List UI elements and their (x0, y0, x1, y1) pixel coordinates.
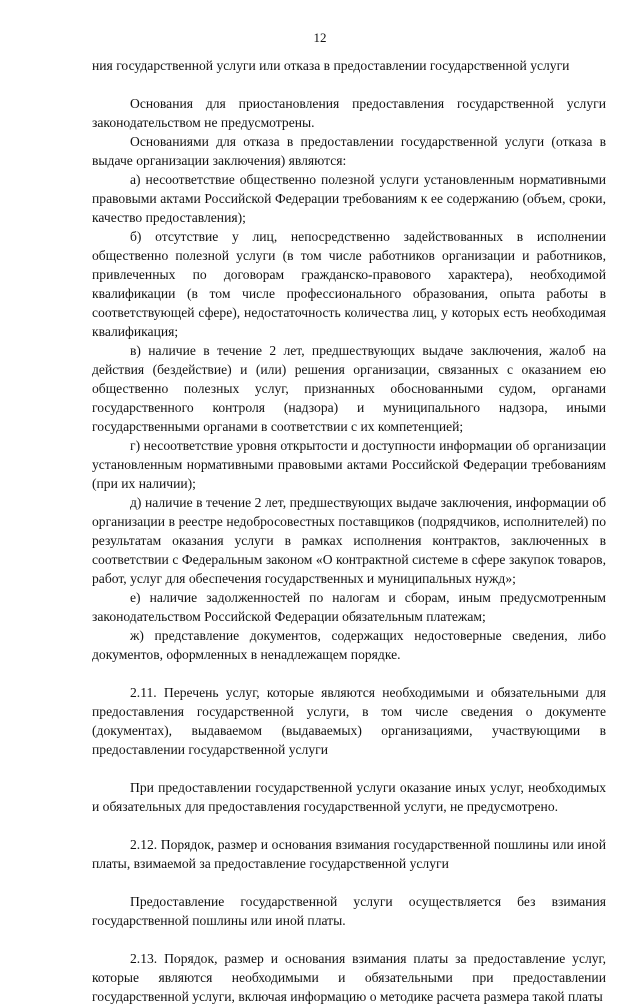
paragraph-additional-services: При предоставлении государственной услуги оказание иных услуг, необходимых и обязательных для предоставления государственной услуги, не предусмотрено. (92, 780, 606, 814)
list-item-d: д) наличие в течение 2 лет, предшествующих выдаче заключения, информации об организации в реестре недобросовестных поставщиков (подрядчиков, исполнителей) по результатам оказания услуги в рамках исполнения контрактов, заключенных в соответствии с Федеральным законом «О контрактной системе в сфере закупок товаров, работ, услуг для обеспечения государственных и муниципальных нужд»; (92, 495, 606, 586)
paragraph-refusal-grounds: Основаниями для отказа в предоставлении государственной услуги (отказа в выдаче организации заключения) являются: (92, 134, 606, 168)
page-number: 12 (313, 30, 327, 45)
list-item-b: б) отсутствие у лиц, непосредственно задействованных в исполнении общественно полезной услуги (в том числе работников организации и работников, привлеченных по договорам гражданско-правового характера), необходимой квалификации (в том числе профессионального образования, опыта работы в соответствующей сфере), недостаточность количества лиц, у которых есть необходимая квалификация; (92, 229, 606, 339)
list-item-e: е) наличие задолженностей по налогам и сборам, иным предусмотренным законодательством Российской Федерации обязательным платежам; (92, 590, 606, 624)
paragraph-no-fee: Предоставление государственной услуги осуществляется без взимания государственной пошлины или иной платы. (92, 894, 606, 928)
section-heading-2-13: 2.13. Порядок, размер и основания взимания платы за предоставление услуг, которые являются необходимыми и обязательными при предоставлении государственной услуги, включая информацию о методике расчета размера такой платы (92, 951, 606, 1004)
list-item-a: а) несоответствие общественно полезной услуги установленным нормативными правовыми актами Российской Федерации требованиям к ее содержанию (объем, сроки, качество предоставления); (92, 172, 606, 225)
list-item-zh: ж) представление документов, содержащих недостоверные сведения, либо документов, оформленных в ненадлежащем порядке. (92, 628, 606, 662)
list-item-v: в) наличие в течение 2 лет, предшествующих выдаче заключения, жалоб на действия (бездействие) и (или) решения организации, связанных с оказанием ею общественно полезных услуг, признанных обоснованными судом, органами государственного контроля (надзора) и муниципального надзора, иными государственными органами в соответствии с их компетенцией; (92, 343, 606, 434)
section-heading-2-11: 2.11. Перечень услуг, которые являются необходимыми и обязательными для предоставления государственной услуги, в том числе сведения о документе (документах), выдаваемом (выдаваемых) организациями, участвующими в предоставлении государственной услуги (92, 685, 606, 757)
paragraph-suspension-grounds: Основания для приостановления предоставления государственной услуги законодательством не предусмотрены. (92, 96, 606, 130)
list-item-g: г) несоответствие уровня открытости и доступности информации об организации установленным нормативными правовыми актами Российской Федерации требованиям (при их наличии); (92, 438, 606, 491)
section-heading-2-12: 2.12. Порядок, размер и основания взимания государственной пошлины или иной платы, взимаемой за предоставление государственной услуги (92, 837, 606, 871)
document-body (92, 56, 606, 1006)
paragraph-continuation: ния государственной услуги или отказа в предоставлении государственной услуги (92, 58, 570, 73)
